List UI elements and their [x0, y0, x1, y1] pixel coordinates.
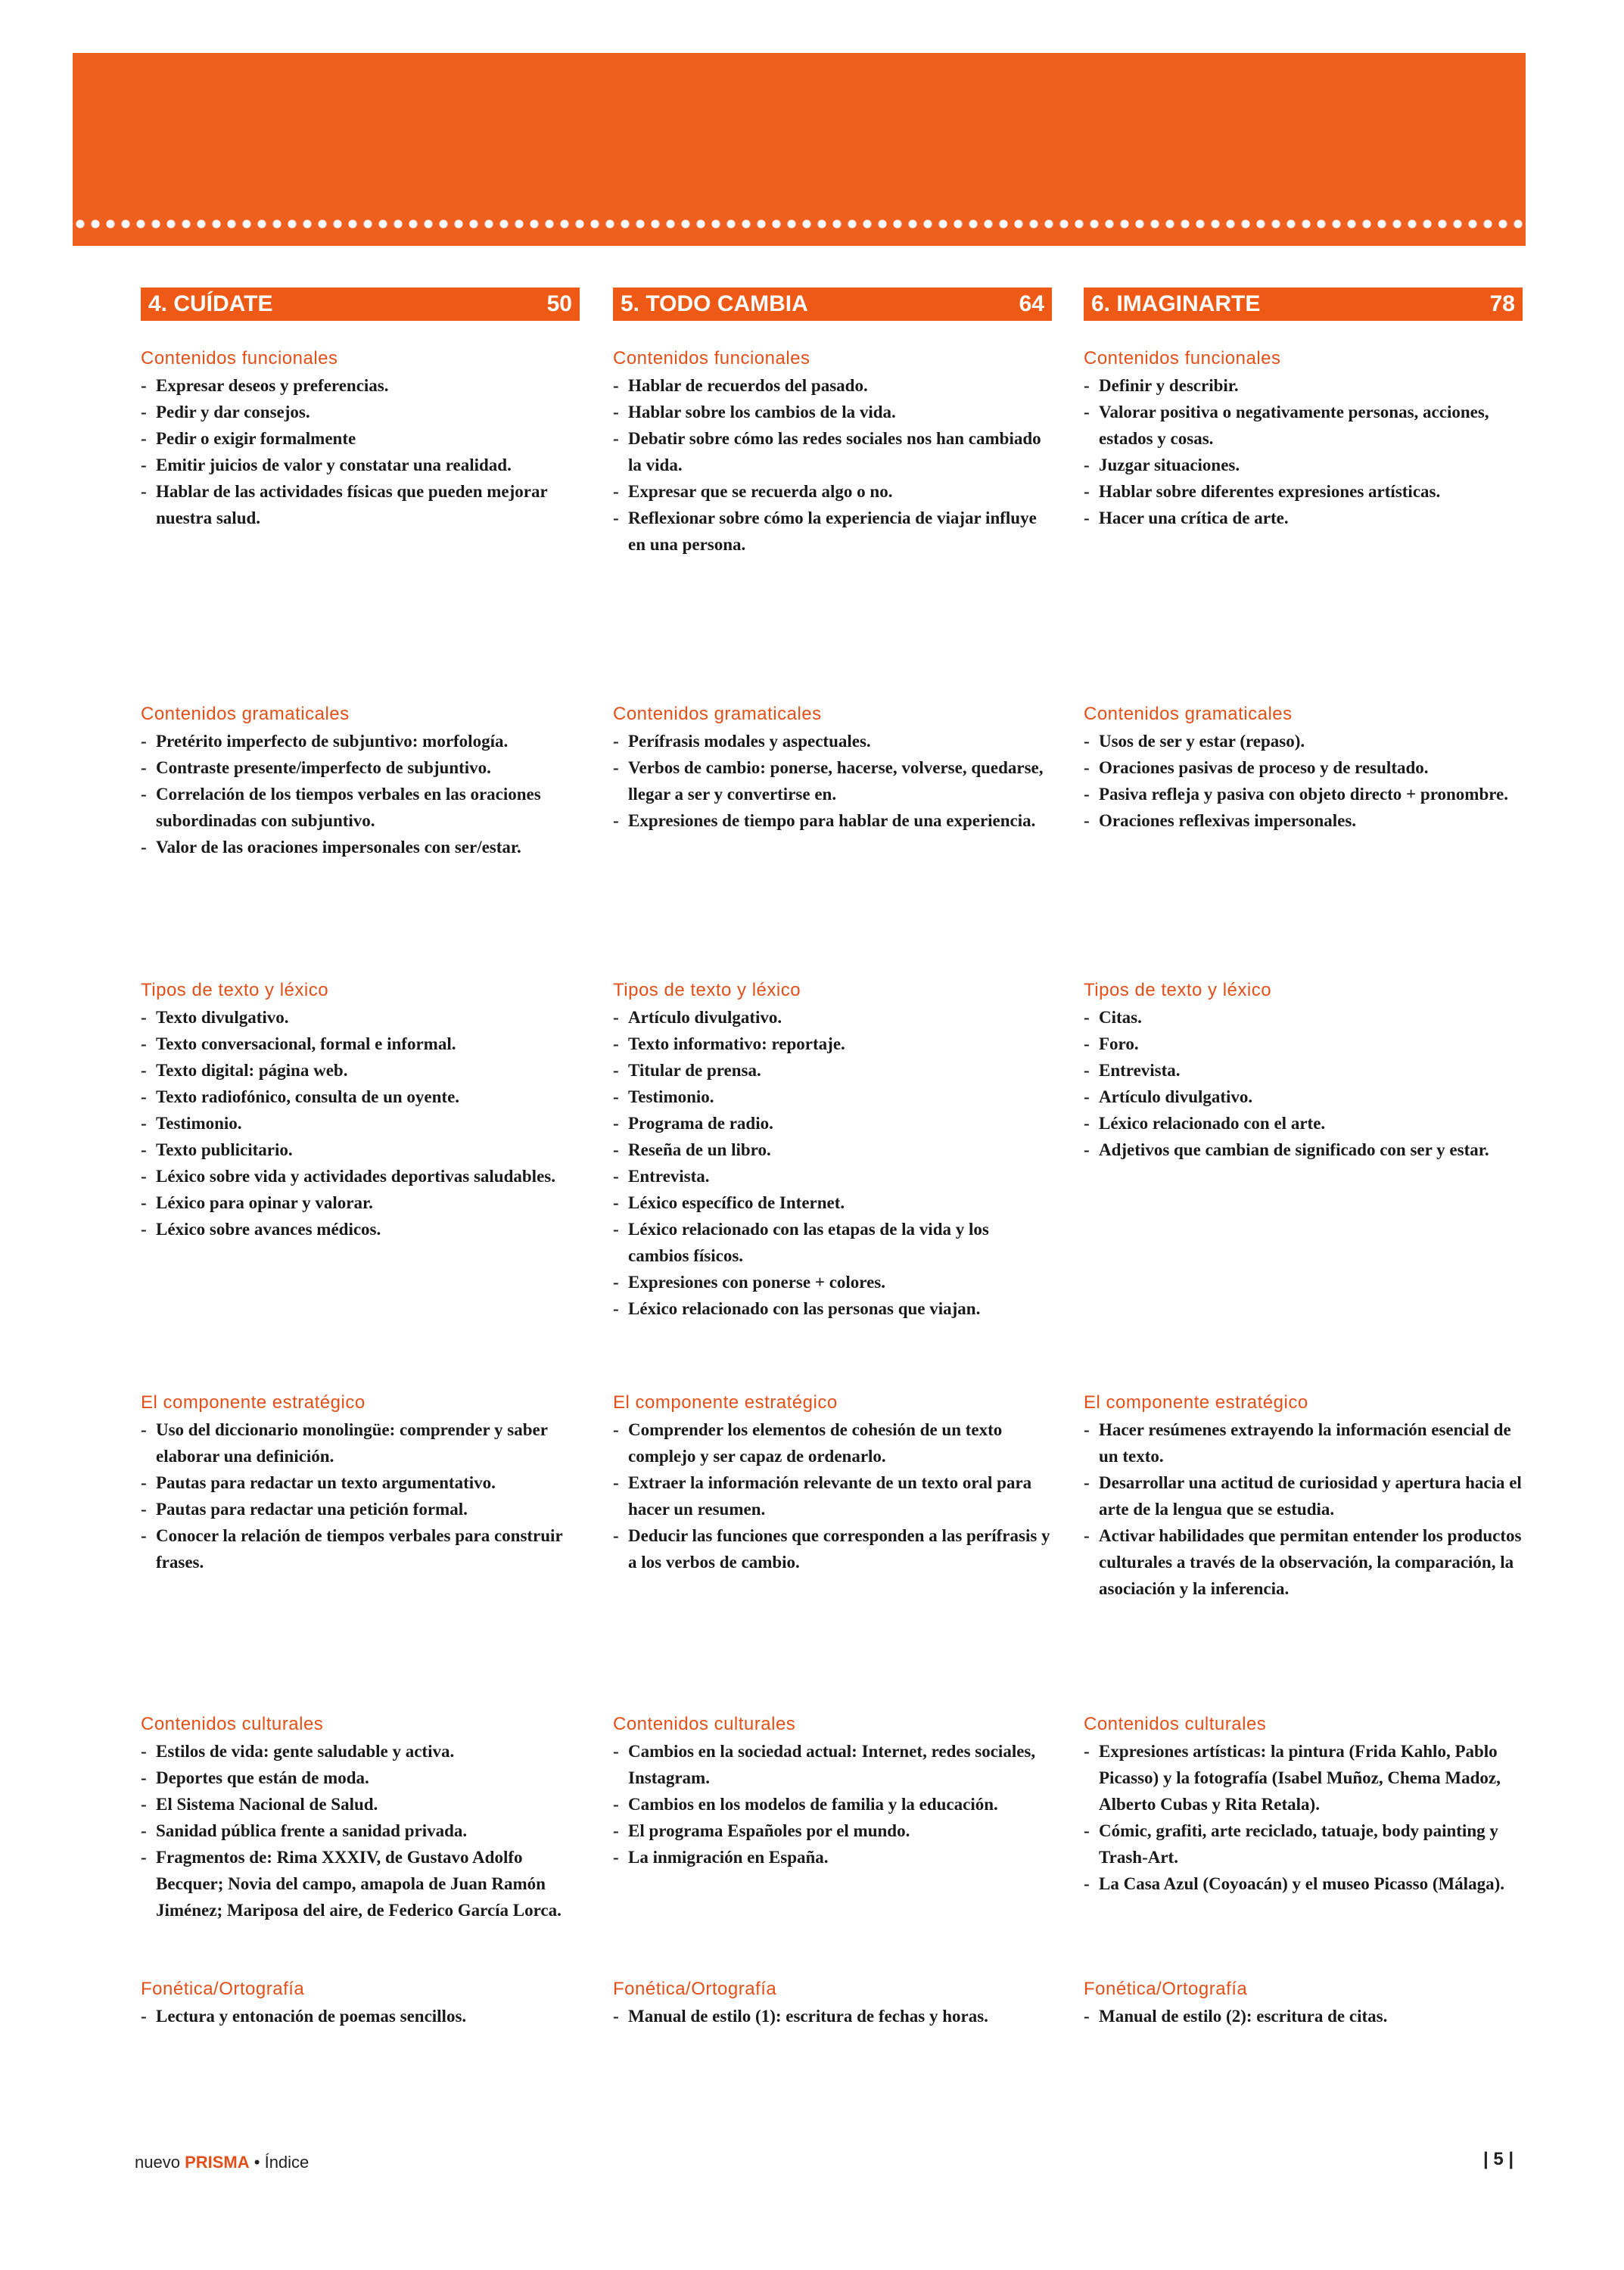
section-text-types: [1084, 980, 1523, 1163]
section-grammar: [1084, 704, 1523, 834]
list-item: - Pautas para redactar un texto argumentativo.: [141, 1469, 580, 1496]
unit-header: [613, 288, 1052, 321]
list-item: - Texto publicitario.: [141, 1137, 580, 1163]
unit-title: 4. CUÍDATE: [148, 291, 273, 316]
list-item: - Hablar sobre los cambios de la vida.: [613, 399, 1052, 425]
list-item: - Léxico para opinar y valorar.: [141, 1189, 580, 1216]
list-item: - Texto radiofónico, consulta de un oyente.: [141, 1084, 580, 1110]
list-item: - Oraciones reflexivas impersonales.: [1084, 807, 1523, 834]
section-cultural: [613, 1714, 1052, 1870]
list-item: - Texto informativo: reportaje.: [613, 1031, 1052, 1057]
section-phonetics: [1084, 1979, 1523, 2029]
footer-brand-prefix: nuevo: [135, 2153, 180, 2172]
unit-column-4: [141, 288, 580, 2026]
list-item: - Pedir o exigir formalmente: [141, 425, 580, 452]
section-grammar: [141, 704, 580, 860]
list-item: - Expresar deseos y preferencias.: [141, 372, 580, 399]
list-item: - Pedir y dar consejos.: [141, 399, 580, 425]
section-title: Tipos de texto y léxico: [613, 980, 801, 1000]
footer-brand-name: PRISMA: [185, 2153, 250, 2172]
list-item: - Cambios en los modelos de familia y la educación.: [613, 1791, 1052, 1818]
section-title: Contenidos gramaticales: [1084, 704, 1293, 724]
section-title: Tipos de texto y léxico: [1084, 980, 1272, 1000]
list-item: - Cómic, grafiti, arte reciclado, tatuaje, body painting y Trash-Art.: [1084, 1818, 1523, 1870]
list-item: - El programa Españoles por el mundo.: [613, 1818, 1052, 1844]
list-item: - Léxico relacionado con las etapas de la vida y los cambios físicos.: [613, 1216, 1052, 1269]
list-item: - Perífrasis modales y aspectuales.: [613, 728, 1052, 754]
list-item: - Léxico específico de Internet.: [613, 1189, 1052, 1216]
section-functional: [141, 348, 580, 531]
list-item: - Artículo divulgativo.: [613, 1004, 1052, 1031]
list-item: - Testimonio.: [141, 1110, 580, 1137]
list-item: - Oraciones pasivas de proceso y de resultado.: [1084, 754, 1523, 781]
section-cultural: [141, 1714, 580, 1923]
list-item: - Definir y describir.: [1084, 372, 1523, 399]
unit-header: [141, 288, 580, 321]
list-item: - Programa de radio.: [613, 1110, 1052, 1137]
list-item: - Activar habilidades que permitan entender los productos culturales a través de la observación, la comparación, la asociación y la inferencia.: [1084, 1522, 1523, 1602]
list-item: - Testimonio.: [613, 1084, 1052, 1110]
list-item: - El Sistema Nacional de Salud.: [141, 1791, 580, 1818]
list-item: - La Casa Azul (Coyoacán) y el museo Picasso (Málaga).: [1084, 1870, 1523, 1897]
section-grammar: [613, 704, 1052, 834]
list-item: - Pautas para redactar una petición formal.: [141, 1496, 580, 1522]
section-title: Tipos de texto y léxico: [141, 980, 329, 1000]
section-strategic: [613, 1392, 1052, 1575]
list-item: - Pretérito imperfecto de subjuntivo: morfología.: [141, 728, 580, 754]
header-banner: [73, 53, 1526, 246]
list-item: - Léxico relacionado con las personas que viajan.: [613, 1295, 1052, 1322]
list-item: - Hacer una crítica de arte.: [1084, 505, 1523, 531]
list-item: - Reflexionar sobre cómo la experiencia de viajar influye en una persona.: [613, 505, 1052, 558]
unit-page: 64: [1019, 291, 1044, 316]
list-item: - Correlación de los tiempos verbales en las oraciones subordinadas con subjuntivo.: [141, 781, 580, 834]
list-item: - Entrevista.: [1084, 1057, 1523, 1084]
section-title: Fonética/Ortografía: [613, 1979, 777, 1999]
section-phonetics: [141, 1979, 580, 2029]
list-item: - Entrevista.: [613, 1163, 1052, 1189]
list-item: - Manual de estilo (2): escritura de citas.: [1084, 2003, 1523, 2029]
list-item: - Artículo divulgativo.: [1084, 1084, 1523, 1110]
list-item: - Conocer la relación de tiempos verbales para construir frases.: [141, 1522, 580, 1575]
list-item: - Léxico sobre avances médicos.: [141, 1216, 580, 1242]
list-item: - Valor de las oraciones impersonales con ser/estar.: [141, 834, 580, 860]
section-title: Contenidos culturales: [1084, 1714, 1267, 1734]
list-item: - Valorar positiva o negativamente personas, acciones, estados y cosas.: [1084, 399, 1523, 452]
section-title: Contenidos funcionales: [1084, 348, 1281, 368]
list-item: - Deportes que están de moda.: [141, 1765, 580, 1791]
list-item: - Expresiones artísticas: la pintura (Frida Kahlo, Pablo Picasso) y la fotografía (Isabel Muñoz, Chema Madoz, Alberto Cubas y Rita Retala).: [1084, 1738, 1523, 1818]
section-title: El componente estratégico: [1084, 1392, 1308, 1413]
list-item: - Hablar de recuerdos del pasado.: [613, 372, 1052, 399]
section-title: Contenidos culturales: [141, 1714, 324, 1734]
list-item: - La inmigración en España.: [613, 1844, 1052, 1870]
list-item: - Contraste presente/imperfecto de subjuntivo.: [141, 754, 580, 781]
section-title: Contenidos funcionales: [613, 348, 810, 368]
list-item: - Expresiones de tiempo para hablar de una experiencia.: [613, 807, 1052, 834]
list-item: - Léxico relacionado con el arte.: [1084, 1110, 1523, 1137]
list-item: - Uso del diccionario monolingüe: comprender y saber elaborar una definición.: [141, 1416, 580, 1469]
list-item: - Manual de estilo (1): escritura de fechas y horas.: [613, 2003, 1052, 2029]
footer-section: • Índice: [254, 2153, 310, 2172]
section-strategic: [1084, 1392, 1523, 1602]
section-text-types: [613, 980, 1052, 1322]
section-title: Contenidos culturales: [613, 1714, 796, 1734]
section-cultural: [1084, 1714, 1523, 1897]
unit-header: [1084, 288, 1523, 321]
unit-page: 50: [546, 291, 572, 316]
list-item: - Titular de prensa.: [613, 1057, 1052, 1084]
section-title: Contenidos funcionales: [141, 348, 338, 368]
list-item: - Desarrollar una actitud de curiosidad y apertura hacia el arte de la lengua que se estudia.: [1084, 1469, 1523, 1522]
section-functional: [1084, 348, 1523, 531]
list-item: - Léxico sobre vida y actividades deportivas saludables.: [141, 1163, 580, 1189]
list-item: - Texto divulgativo.: [141, 1004, 580, 1031]
unit-title: 6. IMAGINARTE: [1091, 291, 1261, 316]
unit-title: 5. TODO CAMBIA: [621, 291, 808, 316]
section-text-types: [141, 980, 580, 1242]
unit-column-6: [1084, 288, 1523, 2026]
list-item: - Usos de ser y estar (repaso).: [1084, 728, 1523, 754]
list-item: - Hablar sobre diferentes expresiones artísticas.: [1084, 478, 1523, 505]
section-phonetics: [613, 1979, 1052, 2029]
list-item: - Foro.: [1084, 1031, 1523, 1057]
list-item: - Sanidad pública frente a sanidad privada.: [141, 1818, 580, 1844]
section-title: Fonética/Ortografía: [141, 1979, 305, 1999]
section-title: El componente estratégico: [613, 1392, 838, 1413]
unit-page: 78: [1489, 291, 1515, 316]
section-title: Fonética/Ortografía: [1084, 1979, 1248, 1999]
list-item: - Fragmentos de: Rima XXXIV, de Gustavo Adolfo Becquer; Novia del campo, amapola de Juan Ramón Jiménez; Mariposa del aire, de Federico García Lorca.: [141, 1844, 580, 1923]
list-item: - Deducir las funciones que corresponden a las perífrasis y a los verbos de cambio.: [613, 1522, 1052, 1575]
section-functional: [613, 348, 1052, 558]
section-title: El componente estratégico: [141, 1392, 366, 1413]
list-item: - Juzgar situaciones.: [1084, 452, 1523, 478]
list-item: - Hablar de las actividades físicas que pueden mejorar nuestra salud.: [141, 478, 580, 531]
list-item: - Verbos de cambio: ponerse, hacerse, volverse, quedarse, llegar a ser y convertirse en.: [613, 754, 1052, 807]
section-title: Contenidos gramaticales: [141, 704, 350, 724]
unit-column-5: [613, 288, 1052, 2026]
footer-brand: [135, 2153, 309, 2172]
section-title: Contenidos gramaticales: [613, 704, 822, 724]
list-item: - Emitir juicios de valor y constatar una realidad.: [141, 452, 580, 478]
list-item: - Texto conversacional, formal e informal.: [141, 1031, 580, 1057]
page-number: | 5 |: [1483, 2149, 1514, 2169]
list-item: - Hacer resúmenes extrayendo la información esencial de un texto.: [1084, 1416, 1523, 1469]
dotted-border: [73, 218, 1526, 230]
list-item: - Comprender los elementos de cohesión de un texto complejo y ser capaz de ordenarlo.: [613, 1416, 1052, 1469]
list-item: - Debatir sobre cómo las redes sociales nos han cambiado la vida.: [613, 425, 1052, 478]
list-item: - Cambios en la sociedad actual: Internet, redes sociales, Instagram.: [613, 1738, 1052, 1791]
list-item: - Expresiones con ponerse + colores.: [613, 1269, 1052, 1295]
list-item: - Expresar que se recuerda algo o no.: [613, 478, 1052, 505]
list-item: - Lectura y entonación de poemas sencillos.: [141, 2003, 580, 2029]
list-item: - Extraer la información relevante de un texto oral para hacer un resumen.: [613, 1469, 1052, 1522]
list-item: - Estilos de vida: gente saludable y activa.: [141, 1738, 580, 1765]
list-item: - Adjetivos que cambian de significado con ser y estar.: [1084, 1137, 1523, 1163]
section-strategic: [141, 1392, 580, 1575]
list-item: - Citas.: [1084, 1004, 1523, 1031]
list-item: - Reseña de un libro.: [613, 1137, 1052, 1163]
list-item: - Pasiva refleja y pasiva con objeto directo + pronombre.: [1084, 781, 1523, 807]
list-item: - Texto digital: página web.: [141, 1057, 580, 1084]
